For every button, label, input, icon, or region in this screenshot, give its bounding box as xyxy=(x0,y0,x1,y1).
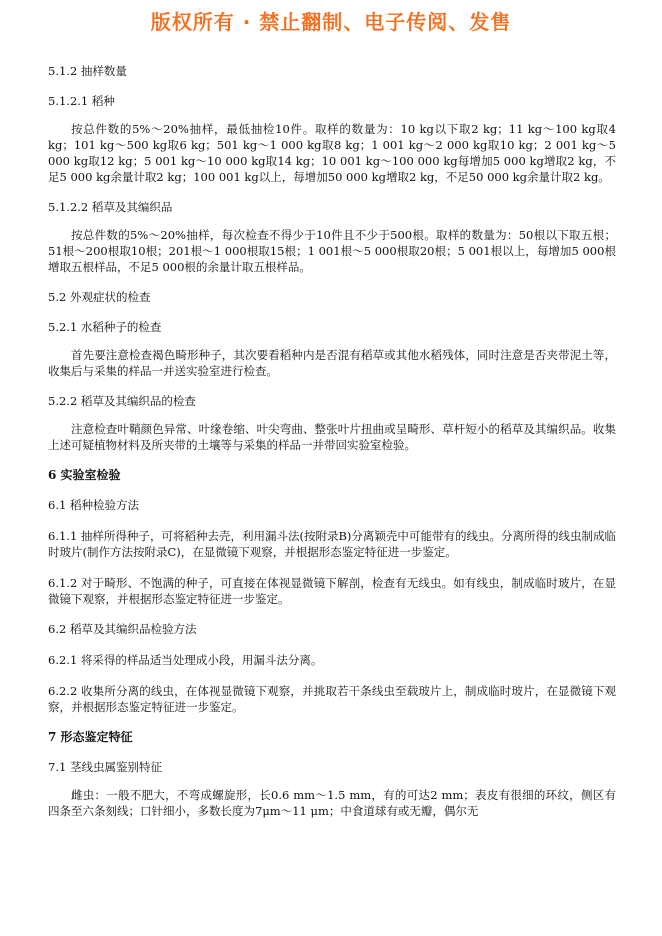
heading-5-2-1: 5.2.1 水稻种子的检查 xyxy=(48,320,162,334)
heading-7-1: 7.1 茎线虫属鉴别特征 xyxy=(48,760,162,774)
paragraph-6-2-2: 6.2.2 收集所分离的线虫，在体视显微镜下观察，并挑取若干条线虫至载玻片上，制成临时玻片，在显微镜下观察，并根据形态鉴定特征进一步鉴定。 xyxy=(48,684,616,714)
heading-5-2: 5.2 外观症状的检查 xyxy=(48,290,151,304)
heading-6-1: 6.1 稻种检验方法 xyxy=(48,498,139,512)
copyright-banner: 版权所有 · 禁止翻制、电子传阅、发售 xyxy=(150,10,512,34)
heading-5-2-2: 5.2.2 稻草及其编织品的检查 xyxy=(48,394,196,408)
heading-5-1-2-1: 5.1.2.1 稻种 xyxy=(48,94,115,108)
heading-6: 6 实验室检验 xyxy=(48,468,121,482)
paragraph-5-2-2: 注意检查叶鞘颜色异常、叶缘卷缩、叶尖弯曲、整张叶片扭曲或呈畸形、草杆短小的稻草及其编织品。收集上述可疑植物材料及所夹带的土壤等与采集的样品一并带回实验室检验。 xyxy=(48,422,616,452)
heading-6-2: 6.2 稻草及其编织品检验方法 xyxy=(48,622,197,636)
heading-5-1-2-2: 5.1.2.2 稻草及其编织品 xyxy=(48,200,173,214)
paragraph-5-1-2-2: 按总件数的5%～20%抽样，每次检查不得少于10件且不少于500根。取样的数量为：50根以下取五根；51根～200根取10根；201根～1 000根取15根；1 001根～5 000根取20根；5 001根以上，每增加5 000根增取五根样品，不足5 000根的余量计取五根样品。 xyxy=(48,228,616,274)
document-body xyxy=(48,64,616,819)
paragraph-7-1: 雌虫：一般不肥大，不弯成螺旋形，长0.6 mm～1.5 mm，有的可达2 mm；表皮有很细的环纹，侧区有四条至六条刻线；口针细小，多数长度为7μm～11 μm；中食道球有或无瓣，偶尔无 xyxy=(48,788,616,818)
paragraph-5-2-1: 首先要注意检查褐色畸形种子，其次要看稻种内是否混有稻草或其他水稻残体，同时注意是否夹带泥土等，收集后与采集的样品一并送实验室进行检查。 xyxy=(48,348,616,378)
paragraph-5-1-2-1: 按总件数的5%～20%抽样，最低抽检10件。取样的数量为：10 kg以下取2 kg；11 kg～100 kg取4 kg；101 kg～500 kg取6 kg；501 kg～1 000 kg取8 kg；1 001 kg～2 000 kg取10 kg；2 001 kg～5 000 kg取12 kg；5 001 kg～10 000 kg取14 kg；10 001 kg～100 000 kg每增加5 000 kg增取2 kg，不足5 000 kg余量计取2 kg；100 001 kg以上，每增加50 000 kg增取2 kg，不足50 000 kg余量计取2 kg。 xyxy=(48,122,616,184)
heading-7: 7 形态鉴定特征 xyxy=(48,730,133,744)
heading-5-1-2: 5.1.2 抽样数量 xyxy=(48,64,127,78)
paragraph-6-1-1: 6.1.1 抽样所得种子，可将稻种去壳，利用漏斗法(按附录B)分离颖壳中可能带有的线虫。分离所得的线虫制成临时玻片(制作方法按附录C)，在显微镜下观察，并根据形态鉴定特征进一步鉴定。 xyxy=(48,529,616,559)
paragraph-6-1-2: 6.1.2 对于畸形、不饱满的种子，可直接在体视显微镜下解剖，检查有无线虫。如有线虫，制成临时玻片，在显微镜下观察，并根据形态鉴定特征进一步鉴定。 xyxy=(48,576,616,606)
paragraph-6-2-1: 6.2.1 将采得的样品适当处理成小段，用漏斗法分离。 xyxy=(48,653,323,667)
